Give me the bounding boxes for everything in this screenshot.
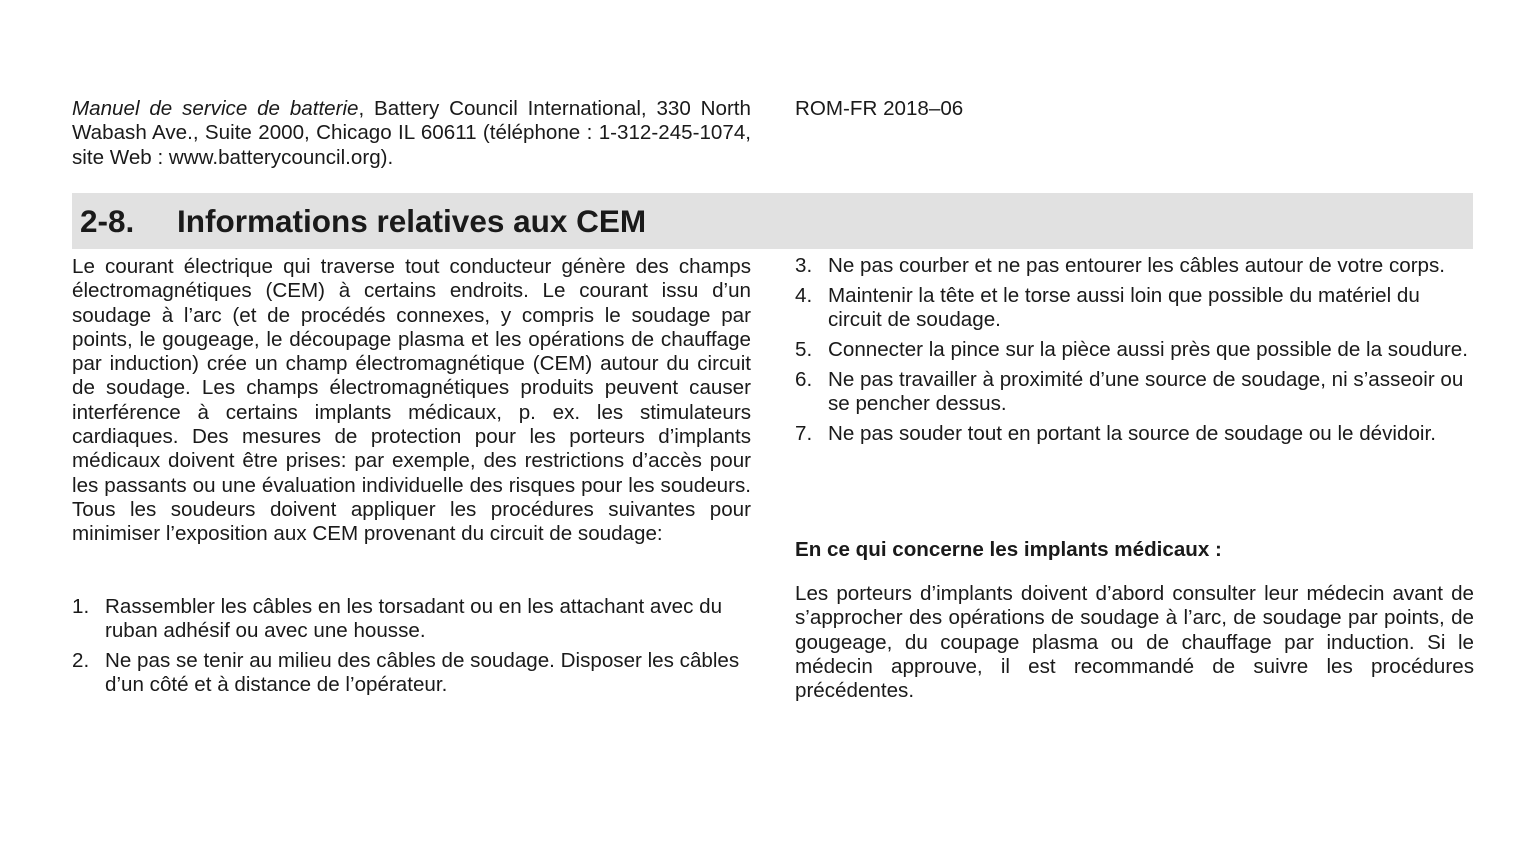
list-item-text: Ne pas se tenir au milieu des câbles de soudage. Disposer les câbles d’un côté et à distance de l’opérateur. [105,649,740,697]
list-item-text: Maintenir la tête et le torse aussi loin que possible du matériel du circuit de soudage. [828,283,1420,332]
list-item-number: 2. [72,649,90,673]
list-item-text: Rassembler les câbles en les torsadant ou en les attachant avec du ruban adhésif ou avec une housse. [105,595,723,643]
list-item-number: 1. [72,595,90,618]
list-item [72,649,751,698]
intro-paragraph [72,255,751,547]
section-heading [80,201,646,241]
list-item-number: 7. [795,421,813,445]
list-item-text: Ne pas souder tout en portant la source de soudage ou le dévidoir. [828,421,1436,445]
section-title: Informations relatives aux CEM [177,203,647,239]
implants-text: Les porteurs d’implants doivent d’abord consulter leur médecin avant de s’approcher des opérations de soudage à l’arc, de soudage par points, de gougeage, du coupage plasma ou de chauffage par induction. Si le médecin approuve, il est recommandé de suivre les procédures précédentes. [795,582,1474,703]
reference-details: , Battery Council International, 330 North Wabash Ave., Suite 2000, Chicago IL 60611 (téléphone : 1-312-245-1074, site Web : www.batterycouncil.org). [72,97,751,169]
section-number: 2-8. [80,203,135,239]
reference-title: Manuel de service de batterie [72,97,359,120]
list-item [795,338,1474,362]
list-item-number: 3. [795,254,813,277]
list-item-text: Connecter la pince sur la pièce aussi près que possible de la soudure. [828,337,1468,361]
list-item-number: 5. [795,337,813,361]
steps-list-left [72,595,751,703]
intro-text: Le courant électrique qui traverse tout conducteur génère des champs électromagnétiques (CEM) à certains endroits. Le courant issu d’un soudage à l’arc (et de procédés connexes, y compris le soudage par points, le gougeage, le découpage plasma et les opérations de chauffage par induction) crée un champ électromagnétique (CEM) autour du circuit de soudage. Les champs électromagnétiques produits peuvent causer interférence à certains implants médicaux, p. ex. les stimulateurs cardiaques. Des mesures de protection pour les porteurs d’implants médicaux doivent être prises: par exemple, des restrictions d’accès pour les passants ou une évaluation individuelle des risques pour les soudeurs. Tous les soudeurs doivent appliquer les procédures suivantes pour minimiser l’exposition aux CEM provenant du circuit de soudage: [72,255,751,546]
list-item-text: Ne pas courber et ne pas entourer les câbles autour de votre corps. [828,254,1446,277]
list-item-number: 6. [795,367,813,391]
list-item-text: Ne pas travailler à proximité d’une source de soudage, ni s’asseoir ou se pencher dessus. [828,367,1464,415]
list-item [795,284,1474,333]
list-item [72,595,751,644]
section-header [72,193,1473,249]
list-item-number: 4. [795,283,813,307]
document-code: ROM-FR 2018–06 [795,97,964,120]
steps-list-right [795,254,1474,452]
implants-paragraph [795,582,1474,703]
list-item [795,254,1474,278]
list-item [795,422,1474,446]
implants-heading: En ce qui concerne les implants médicaux : [795,538,1222,561]
reference-citation [72,97,751,170]
list-item [795,368,1474,417]
